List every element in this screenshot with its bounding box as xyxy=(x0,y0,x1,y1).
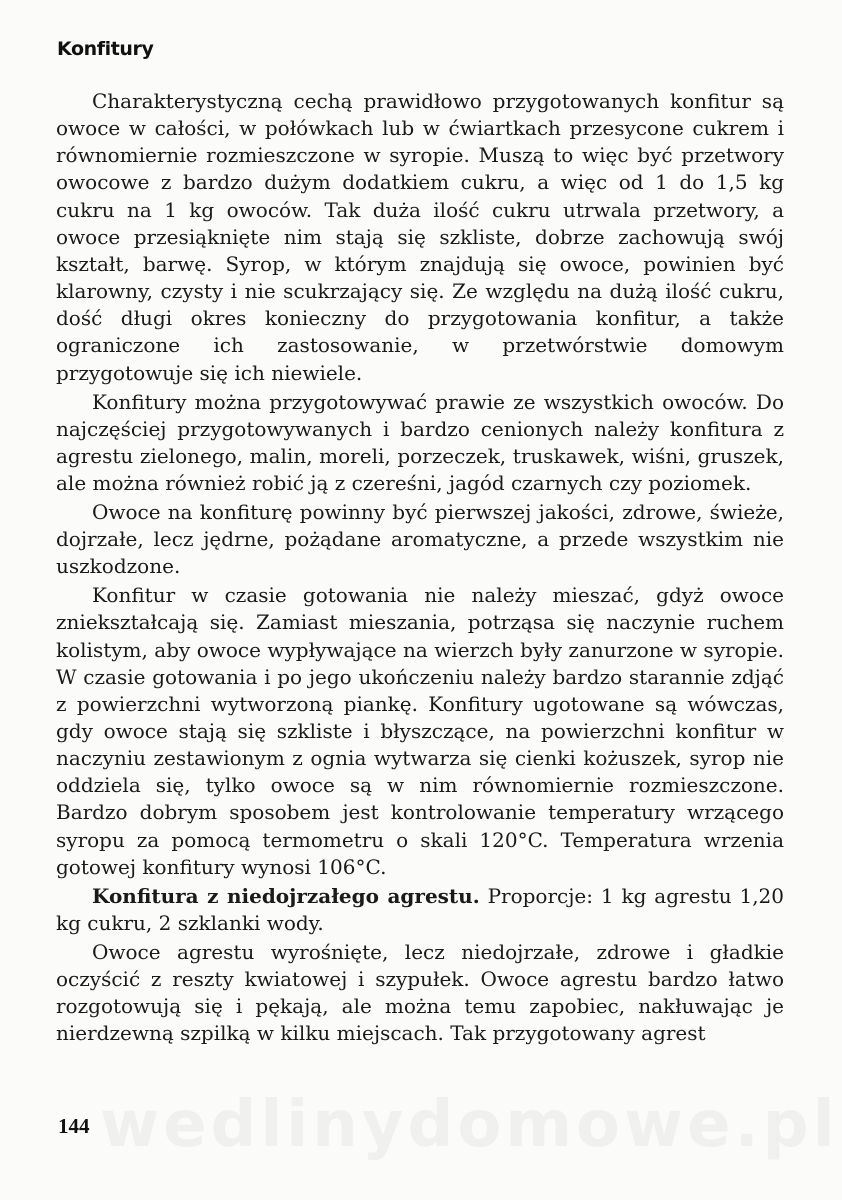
paragraph-intro: Charakterystyczną cechą prawidłowo przygotowanych konfitur są owoce w całości, w połówkach lub w ćwiartkach przesycone cukrem i równomiernie rozmieszczone w syropie. Muszą to więc być przetwory owocowe z bardzo dużym dodatkiem cukru, a więc od 1 do 1,5 kg cukru na 1 kg owoców. Tak duża ilość cukru utrwala przetwory, a owoce przesiąknięte nim stają się szkliste, dobrze zachowują swój kształt, barwę. Syrop, w którym znajdują się owoce, powinien być klarowny, czysty i nie scukrzający się. Ze względu na dużą ilość cukru, dość długi okres konieczny do przygotowania konfitur, a także ograniczone ich zastosowanie, w przetwórstwie domowym przygotowuje się ich niewiele. xyxy=(56,89,784,385)
body-text xyxy=(56,88,784,1049)
paragraph-fruit-types: Konfitury można przygotowywać prawie ze wszystkich owoców. Do najczęściej przygotowywanych i bardzo cenionych należy konfitura z agrestu zielonego, malin, moreli, porzeczek, truskawek, wiśni, gruszek, ale można również robić ją z czereśni, jagód czarnych czy poziomek. xyxy=(56,389,784,495)
running-head: Konfitury xyxy=(57,38,154,60)
paragraph-recipe-method: Owoce agrestu wyrośnięte, lecz niedojrzałe, zdrowe i gładkie oczyścić z reszty kwiatowej i szypułek. Owoce agrestu bardzo łatwo rozgotowują się i pękają, ale można temu zapobiec, nakłuwając je nierdzewną szpilką w kilku miejscach. Tak przygotowany agrest xyxy=(56,939,784,1046)
paragraph-cooking: Konfitur w czasie gotowania nie należy mieszać, gdyż owoce zniekształcają się. Zamiast mieszania, potrząsa się naczynie ruchem kolistym, aby owoce wypływające na wierzch były zanurzone w syropie. W czasie gotowania i po jego ukończeniu należy bardzo starannie zdjąć z powierzchni wytworzoną piankę. Konfitury ugotowane są wówczas, gdy owoce stają się szkliste i błyszczące, na powierzchni konfitur w naczyniu zestawionym z ognia wytwarza się cienki kożuszek, syrop nie oddziela się, tylko owoce są w nim równomiernie rozmieszczone. Bardzo dobrym sposobem jest kontrolowanie temperatury wrzącego syropu za pomocą termometru o skali 120°C. Temperatura wrzenia gotowej konfitury wynosi 106°C. xyxy=(56,583,784,879)
paragraph-recipe-heading xyxy=(56,883,784,937)
watermark: wedlinydomowe.pl xyxy=(100,1088,839,1162)
recipe-title: Konfitura z niedojrzałego agrestu. xyxy=(92,883,480,908)
recipe-proportions: Proporcje: 1 kg agrestu 1,20 kg cukru, 2 szklanki wody. xyxy=(56,883,784,935)
paragraph-fruit-quality: Owoce na konfiturę powinny być pierwszej jakości, zdrowe, świeże, dojrzałe, lecz jędrne, pożądane aromatyczne, a przede wszystkim nie uszkodzone. xyxy=(56,499,784,579)
page-number: 144 xyxy=(58,1114,90,1138)
